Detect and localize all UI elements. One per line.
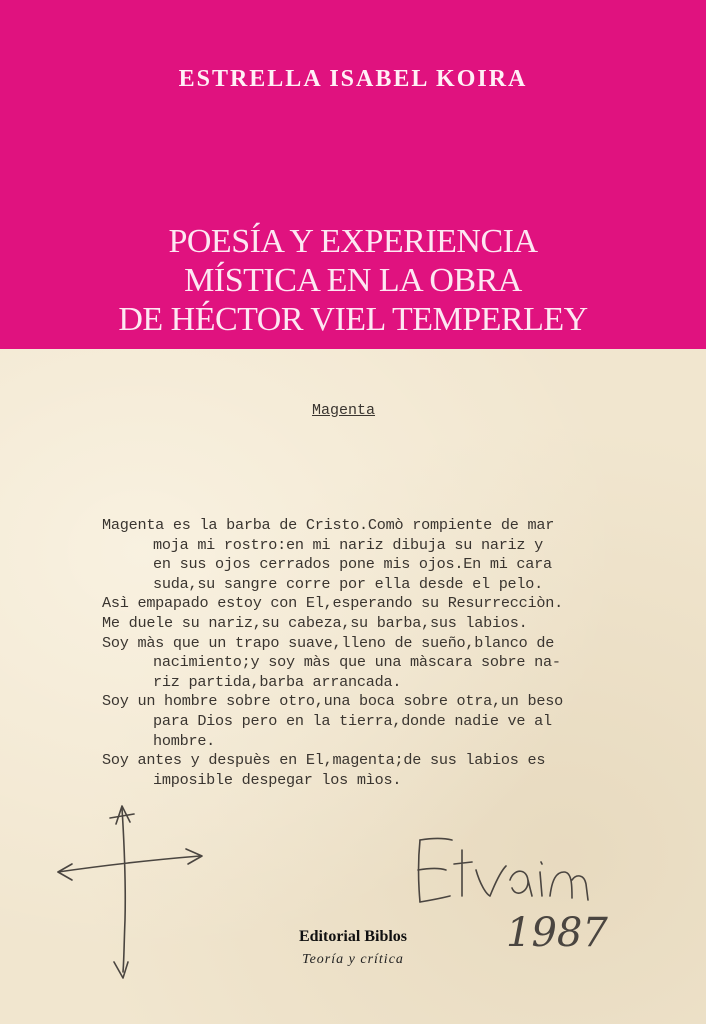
signature-year: 1987 xyxy=(506,910,608,956)
book-title-line-2: MÍSTICA EN LA OBRA xyxy=(184,262,522,299)
book-title-line-3: DE HÉCTOR VIEL TEMPERLEY xyxy=(118,301,588,338)
poem-line: Soy un hombre sobre otro,una boca sobre otra,un beso xyxy=(102,692,563,711)
poem-line: Soy màs que un trapo suave,lleno de sueño,blanco de xyxy=(102,633,555,652)
poem-line: en sus ojos cerrados pone mis ojos.En mi cara xyxy=(153,555,552,574)
poem-line: Magenta es la barba de Cristo.Comò rompiente de mar xyxy=(102,516,555,534)
publisher-name: Editorial Biblos xyxy=(298,928,408,945)
poem-line: imposible despegar los mìos. xyxy=(153,770,402,789)
poem-line: para Dios pero en la tierra,donde nadie ve al xyxy=(153,711,552,730)
poem-line: hombre. xyxy=(153,731,216,750)
author-name: ESTRELLA ISABEL KOIRA xyxy=(178,66,528,92)
poem-line: Asì empapado estoy con El,esperando su Resurrecciòn. xyxy=(102,594,563,613)
cover-header-band xyxy=(0,0,706,349)
poem-line: moja mi rostro:en mi nariz dibuja su nariz y xyxy=(153,535,544,554)
poem-line: Soy antes y despuès en El,magenta;de sus labios es xyxy=(102,751,546,770)
series-name: Teoría y crítica xyxy=(302,952,404,967)
poem-line: suda,su sangre corre por ella desde el pelo. xyxy=(153,574,544,593)
poem-line: riz partida,barba arrancada. xyxy=(153,672,402,691)
book-title xyxy=(0,222,706,339)
poem-text xyxy=(102,516,662,790)
poem-line: nacimiento;y soy màs que una màscara sobre na- xyxy=(153,653,561,672)
poem-title: Magenta xyxy=(312,402,376,419)
poem-line: Me duele su nariz,su cabeza,su barba,sus labios. xyxy=(102,613,528,632)
book-title-line-1: POESÍA Y EXPERIENCIA xyxy=(168,223,538,260)
